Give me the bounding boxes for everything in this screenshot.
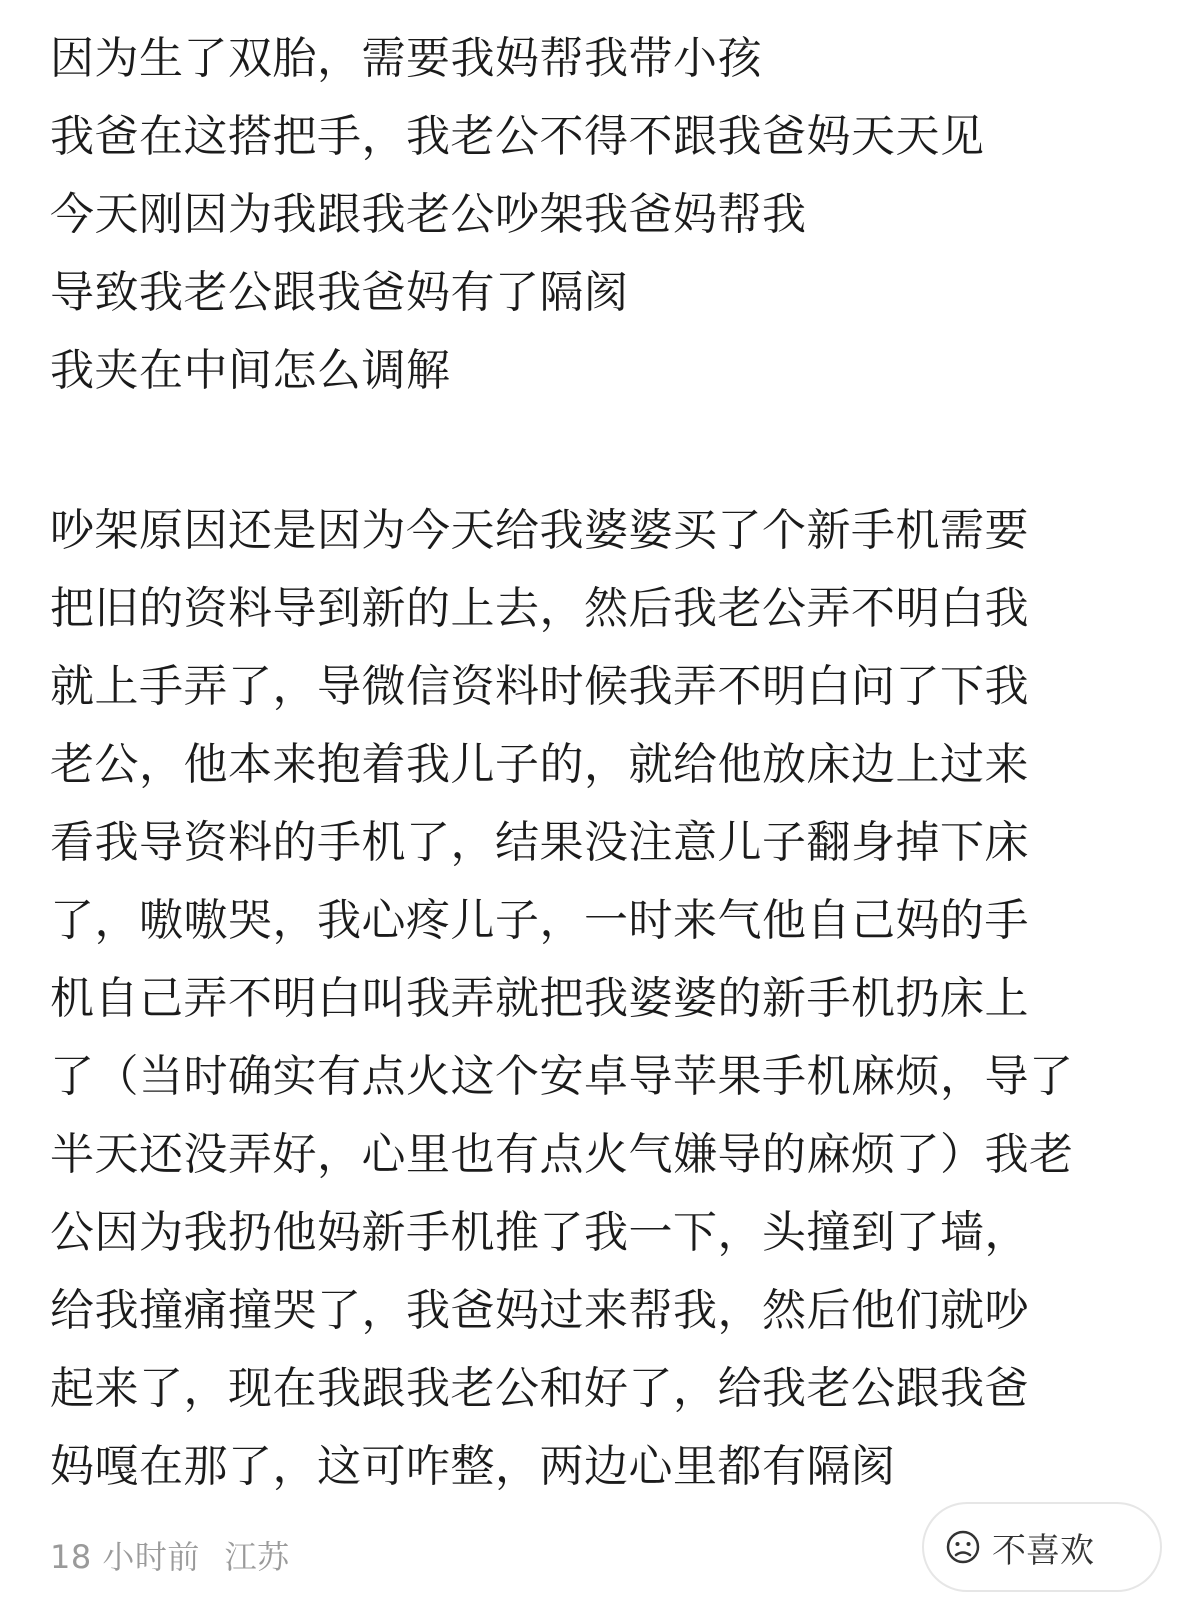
post-line: 老公，他本来抱着我儿子的，就给他放床边上过来 [50, 739, 1029, 790]
post-time: 18 小时前 [50, 1538, 200, 1576]
dislike-face-icon [946, 1530, 980, 1564]
post-line: 就上手弄了，导微信资料时候我弄不明白问了下我 [50, 661, 1029, 712]
post-line: 起来了，现在我跟我老公和好了，给我老公跟我爸 [50, 1363, 1029, 1414]
post-paragraph-2 [50, 492, 1150, 1506]
post-line: 看我导资料的手机了，结果没注意儿子翻身掉下床 [50, 817, 1029, 868]
post-line: 了（当时确实有点火这个安卓导苹果手机麻烦，导了 [50, 1051, 1074, 1102]
dislike-button[interactable] [922, 1502, 1162, 1592]
dislike-label: 不喜欢 [992, 1530, 1094, 1571]
post-line: 导致我老公跟我爸妈有了隔阂 [50, 267, 629, 318]
post-line: 了，嗷嗷哭，我心疼儿子，一时来气他自己妈的手 [50, 895, 1029, 946]
post-line: 我爸在这搭把手，我老公不得不跟我爸妈天天见 [50, 111, 985, 162]
post-line: 给我撞痛撞哭了，我爸妈过来帮我，然后他们就吵 [50, 1285, 1029, 1336]
post-body [50, 20, 1150, 1506]
post-paragraph-1 [50, 20, 1150, 410]
post-location: 江苏 [224, 1538, 290, 1576]
post-line: 半天还没弄好，心里也有点火气嫌导的麻烦了）我老 [50, 1129, 1074, 1180]
post-meta [50, 1532, 290, 1578]
paragraph-spacer [50, 410, 1150, 492]
post-line: 吵架原因还是因为今天给我婆婆买了个新手机需要 [50, 505, 1029, 556]
post-line: 机自己弄不明白叫我弄就把我婆婆的新手机扔床上 [50, 973, 1029, 1024]
post-line: 公因为我扔他妈新手机推了我一下，头撞到了墙， [50, 1207, 1029, 1258]
post-line: 今天刚因为我跟我老公吵架我爸妈帮我 [50, 189, 807, 240]
post-line: 因为生了双胎，需要我妈帮我带小孩 [50, 33, 762, 84]
post-line: 我夹在中间怎么调解 [50, 345, 451, 396]
post-line: 妈嘎在那了，这可咋整，两边心里都有隔阂 [50, 1441, 896, 1492]
post-line: 把旧的资料导到新的上去，然后我老公弄不明白我 [50, 583, 1029, 634]
